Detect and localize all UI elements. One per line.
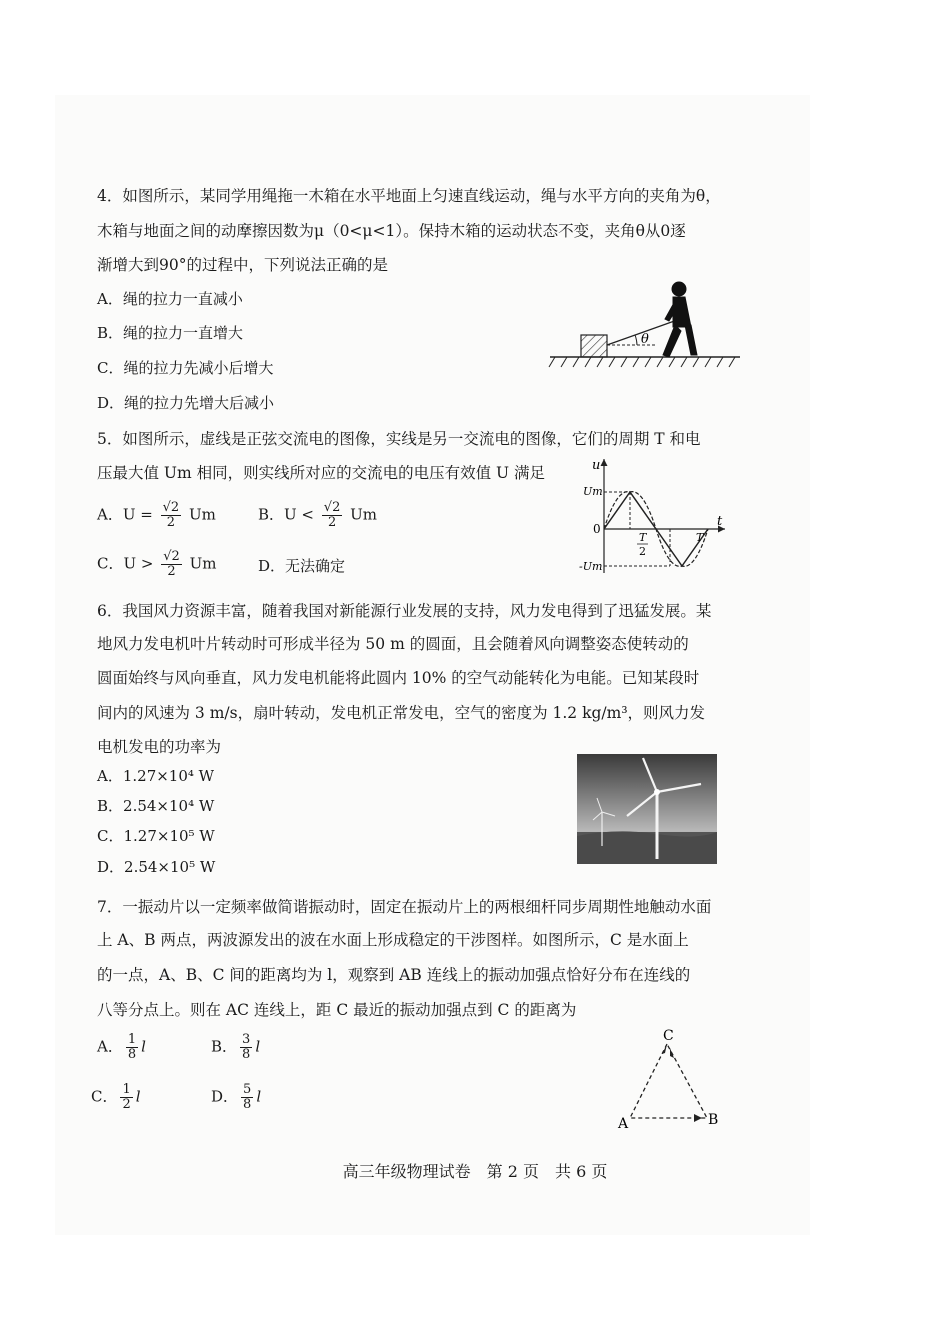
q7-option-a-l: l	[141, 1037, 146, 1056]
q4-line1: 4．如图所示，某同学用绳拖一木箱在水平地面上匀速直线运动，绳与水平方向的夹角为θ，	[97, 187, 721, 205]
q4-angle-label: θ	[641, 332, 649, 347]
q5-line2: 压最大值 Um 相同，则实线所对应的交流电的电压有效值 U 满足	[97, 464, 546, 482]
q6-line3: 圆面始终与风向垂直，风力发电机能将此圆内 10% 的空气动能转化为电能。已知某段时	[97, 669, 700, 687]
q7-option-b	[211, 1033, 260, 1062]
q5-option-c	[97, 550, 216, 579]
q7-option-c-numerator: 1	[122, 1082, 131, 1097]
q7-line2: 上 A、B 两点，两波源发出的波在水面上形成稳定的干涉图样。如图所示，C 是水面上	[97, 931, 689, 949]
q5-option-a-numerator: √2	[162, 500, 180, 515]
q7-option-a-numerator: 1	[127, 1032, 137, 1047]
q4-option-c: C．绳的拉力先减小后增大	[97, 359, 274, 377]
q5-half-period-numerator: T	[639, 531, 647, 544]
q6-wind-turbine-photo	[577, 754, 717, 864]
q6-line2: 地风力发电机叶片转动时可形成半径为 50 m 的圆面，且会随着风向调整姿态使转动的	[97, 635, 689, 653]
q7-line3: 的一点，A、B、C 间的距离均为 l，观察到 AB 连线上的振动加强点恰好分布在连线的	[97, 966, 691, 984]
q5-option-c-denominator: 2	[167, 564, 176, 579]
q6-option-b: B．2.54×10⁴ W	[97, 797, 215, 815]
q5-option-c-prefix: C．U >	[97, 554, 154, 573]
q5-u-axis-label: u	[592, 458, 601, 473]
q5-option-a-denominator: 2	[166, 515, 176, 530]
q7-option-b-l: l	[255, 1037, 261, 1056]
page-footer: 高三年级物理试卷 第 2 页 共 6 页	[342, 1162, 608, 1181]
q7-line4: 八等分点上。则在 AC 连线上，距 C 最近的振动加强点到 C 的距离为	[97, 1001, 577, 1019]
q5-period-label: T	[696, 531, 704, 544]
q7-option-d-denominator: 8	[243, 1097, 252, 1112]
q5-t-axis-label: t	[717, 514, 723, 529]
q5-option-d: D．无法确定	[258, 557, 346, 575]
q7-option-d-prefix: D．	[211, 1087, 239, 1106]
q7-option-b-denominator: 8	[242, 1047, 251, 1062]
q7-line1: 7．一振动片以一定频率做简谐振动时，固定在振动片上的两根细杆同步周期性地触动水面	[97, 898, 712, 916]
q5-option-b-um: Um	[350, 505, 378, 524]
q4-figure-person-dragging-box	[545, 275, 745, 375]
q5-half-period-denominator: 2	[639, 545, 646, 558]
q5-option-c-numerator: √2	[163, 549, 180, 564]
q6-line4: 间内的风速为 3 m/s，扇叶转动，发电机正常发电，空气的密度为 1.2 kg/m³，则风力发	[97, 704, 706, 722]
q6-option-c: C．1.27×10⁵ W	[97, 827, 215, 845]
q7-option-c	[91, 1083, 141, 1112]
q7-option-a	[97, 1033, 146, 1062]
q7-option-c-prefix: C．	[91, 1087, 118, 1106]
q5-option-a	[97, 501, 216, 530]
q4-option-b: B．绳的拉力一直增大	[97, 324, 244, 342]
q7-triangle-figure	[610, 1022, 730, 1132]
q5-um-label: Um	[583, 485, 603, 498]
q5-line1: 5．如图所示，虚线是正弦交流电的图像，实线是另一交流电的图像，它们的周期 T 和电	[97, 430, 701, 448]
q7-point-a-label: A	[618, 1116, 629, 1132]
q7-option-d-l: l	[256, 1087, 262, 1106]
q6-option-d: D．2.54×10⁵ W	[97, 858, 216, 876]
q7-option-d-numerator: 5	[243, 1082, 252, 1097]
q5-option-b	[258, 501, 377, 530]
q7-point-c-label: C	[663, 1028, 674, 1044]
q5-neg-um-label: -Um	[579, 560, 603, 573]
q5-option-a-prefix: A．U =	[97, 505, 153, 524]
q4-line3: 渐增大到90°的过程中，下列说法正确的是	[97, 256, 388, 274]
q7-option-c-denominator: 2	[122, 1097, 131, 1112]
q7-option-c-l: l	[135, 1087, 141, 1106]
q5-option-b-prefix: B．U <	[258, 505, 315, 524]
q7-option-b-prefix: B．	[211, 1037, 238, 1056]
q5-option-a-um: Um	[188, 505, 216, 524]
q6-line5: 电机发电的功率为	[97, 738, 222, 756]
q7-point-b-label: B	[708, 1112, 719, 1128]
q6-option-a: A．1.27×10⁴ W	[97, 767, 215, 785]
q6-line1: 6．我国风力资源丰富，随着我国对新能源行业发展的支持，风力发电得到了迅猛发展。某	[97, 602, 712, 620]
q5-option-b-numerator: √2	[323, 500, 341, 515]
q5-origin-label: 0	[593, 522, 601, 536]
q5-option-c-um: Um	[189, 554, 217, 573]
q7-option-b-numerator: 3	[242, 1032, 251, 1047]
q4-line2: 木箱与地面之间的动摩擦因数为μ（0<μ<1）。保持木箱的运动状态不变，夹角θ从0逐	[97, 222, 686, 240]
q4-option-a: A．绳的拉力一直减小	[97, 290, 243, 308]
q7-option-a-denominator: 8	[127, 1047, 137, 1062]
q4-option-d: D．绳的拉力先增大后减小	[97, 394, 275, 412]
q7-option-d	[211, 1083, 261, 1112]
q5-option-b-denominator: 2	[327, 515, 337, 530]
q5-figure-ac-waveforms	[575, 455, 735, 580]
q7-option-a-prefix: A．	[97, 1037, 123, 1056]
